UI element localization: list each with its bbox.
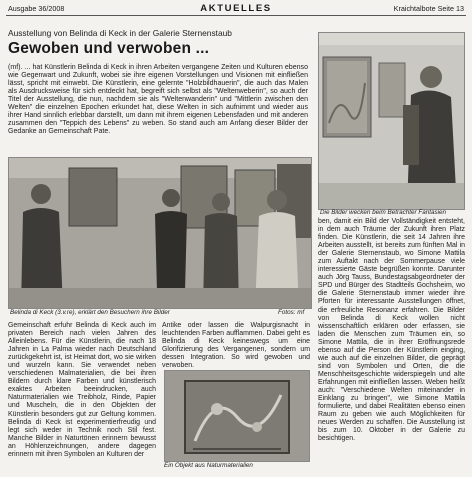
- article-column-2: Antike oder lassen die Walpurgisnacht in leuchtenden Farben aufflammen. Dabei geht es Belinda di Keck keineswegs um eine Glorifizierung des Vergangenen, sondern um dessen Integration. So wird gewoben und verwoben.: [162, 322, 310, 370]
- article-headline: Gewoben und verwoben ...: [8, 40, 210, 57]
- caption-visitor-photo: Die Bilder wecken beim Betrachter Fantasien: [320, 209, 446, 216]
- page-reference: Kraichtalbote Seite 13: [393, 4, 464, 13]
- article-column-1: Gemeinschaft erfuhr Belinda di Keck auch im privaten Bereich nach vielen Jahren des Alleinlebens. Für die Künstlerin, die nach 18 Jahren in La Palma wieder nach Deutschland zurückgekehrt ist, ist Heimat dort, wo sie wirken und wurzeln kann. Sie verwendet neben verschiedenen Malmaterialien, die bei ihren Bildern durch klare Farben und künstlerisch exaktes Arbeiten beeindrucken, auch Naturmaterialien wie Treibholz, Rinde, Papier und Muscheln, die in den Objekten der Künstlerin besonders gut zur Geltung kommen. Belinda di Keck ist experimentierfreudig und legt sich weder in Technik noch Stil fest. Manche Bilder in Naturtönen erinnern bewusst an Höhlenzeichnungen, andere dagegen erinnern mit ihren Symbolen an Kulturen der: [8, 322, 156, 458]
- photo-credit: Fotos: mf: [278, 309, 305, 316]
- photo-artist-with-visitors: [8, 157, 312, 309]
- issue-label: Ausgabe 36/2008: [8, 4, 65, 13]
- caption-main-photo: Belinda di Keck (3.v.re), erklärt den Besuchern ihre Bilder: [10, 309, 170, 316]
- article-column-3: ben, damit ein Bild der Vollständigkeit entsteht, in dem auch Träume der Zukunft ihren Platz finden. Die Künstlerin, die seit 14 Jahren ihre Arbeiten ausstellt, ist bereits zum fünften Mal in der Galerie Sternenstaub, wo Simone Mattila zum Auftakt nach der Sommerpause viele interessierte Gäste begrüßen konnte. Darunter auch Jörg Tauss, Bundestagsabgeordneter der SPD und Bürger des Stadtteils Gochsheim, wo die Galerie Sternenstaub immer wieder ihre Pforten für interessante Ausstellungen öffnet, die erfreuliche Resonanz erfahren. Die Bilder von Belinda di Keck wollen nicht wissenschaftlich erklären oder erfassen, sie laden die Menschen zum Träumen ein, so Simone Mattila, die in ihrer Eröffnungsrede ebenso auf die Person der Künstlerin einging, wie auch auf die einzelnen Bilder, die geprägt sind von Symbolen und Orten, die die Menschheitsgeschichte widerspiegeln und alte Erfahrungen mit einfließen lassen. Weben heißt auch: "Verschiedene Welten miteinander in Einklang zu bringen", wie Simone Mattila formulierte, und dabei Realitäten ebenso einen Raum zu geben wie auch Möglichkeiten für neues Werden zu schaffen. Die Ausstellung ist bis zum 10. Oktober in der Galerie zu besichtigen.: [318, 218, 465, 443]
- photo-natural-object: [164, 370, 310, 462]
- section-label: AKTUELLES: [200, 3, 272, 14]
- page-header: [0, 2, 472, 15]
- article-kicker: Ausstellung von Belinda di Keck in der Galerie Sternenstaub: [8, 28, 232, 38]
- article-intro: (mf). ... hat Künstlerin Belinda di Keck in ihren Arbeiten vergangene Zeiten und Kulturen ebenso wie Gegenwart und Zukunft, wobei sie ihre eigenen Vorstellungen und Visionen mit einfließen lässt, spricht mit einwebt. Die Künstlerin, eine gelernte "Holzbildhauerin", die auch das Malen als Ausdrucksweise für sich entdeckt hat, begreift sich selbst als "Weltenweberin", so auch der Titel der Ausstellung, die nun, nachdem sie als "Weltenwanderin" und "Mittlerin zwischen den Welten" die einzelnen Epochen erkundet hat, diese Welten in sich aufnimmt und wieder aus ihrer Hand sinnlich erlebbar darstellt, um dann mit ihrem eigenen Lebensfaden und mit anderen zusammen den "Teppich des Lebens" zu weben. So stand auch am Anfang dieser Bilder der Gedanke an Gemeinschaft Pate.: [8, 64, 308, 135]
- header-rule: [6, 15, 466, 16]
- caption-object-photo: Ein Objekt aus Naturmaterialien: [164, 462, 253, 469]
- photo-visitor-viewing: [318, 32, 465, 210]
